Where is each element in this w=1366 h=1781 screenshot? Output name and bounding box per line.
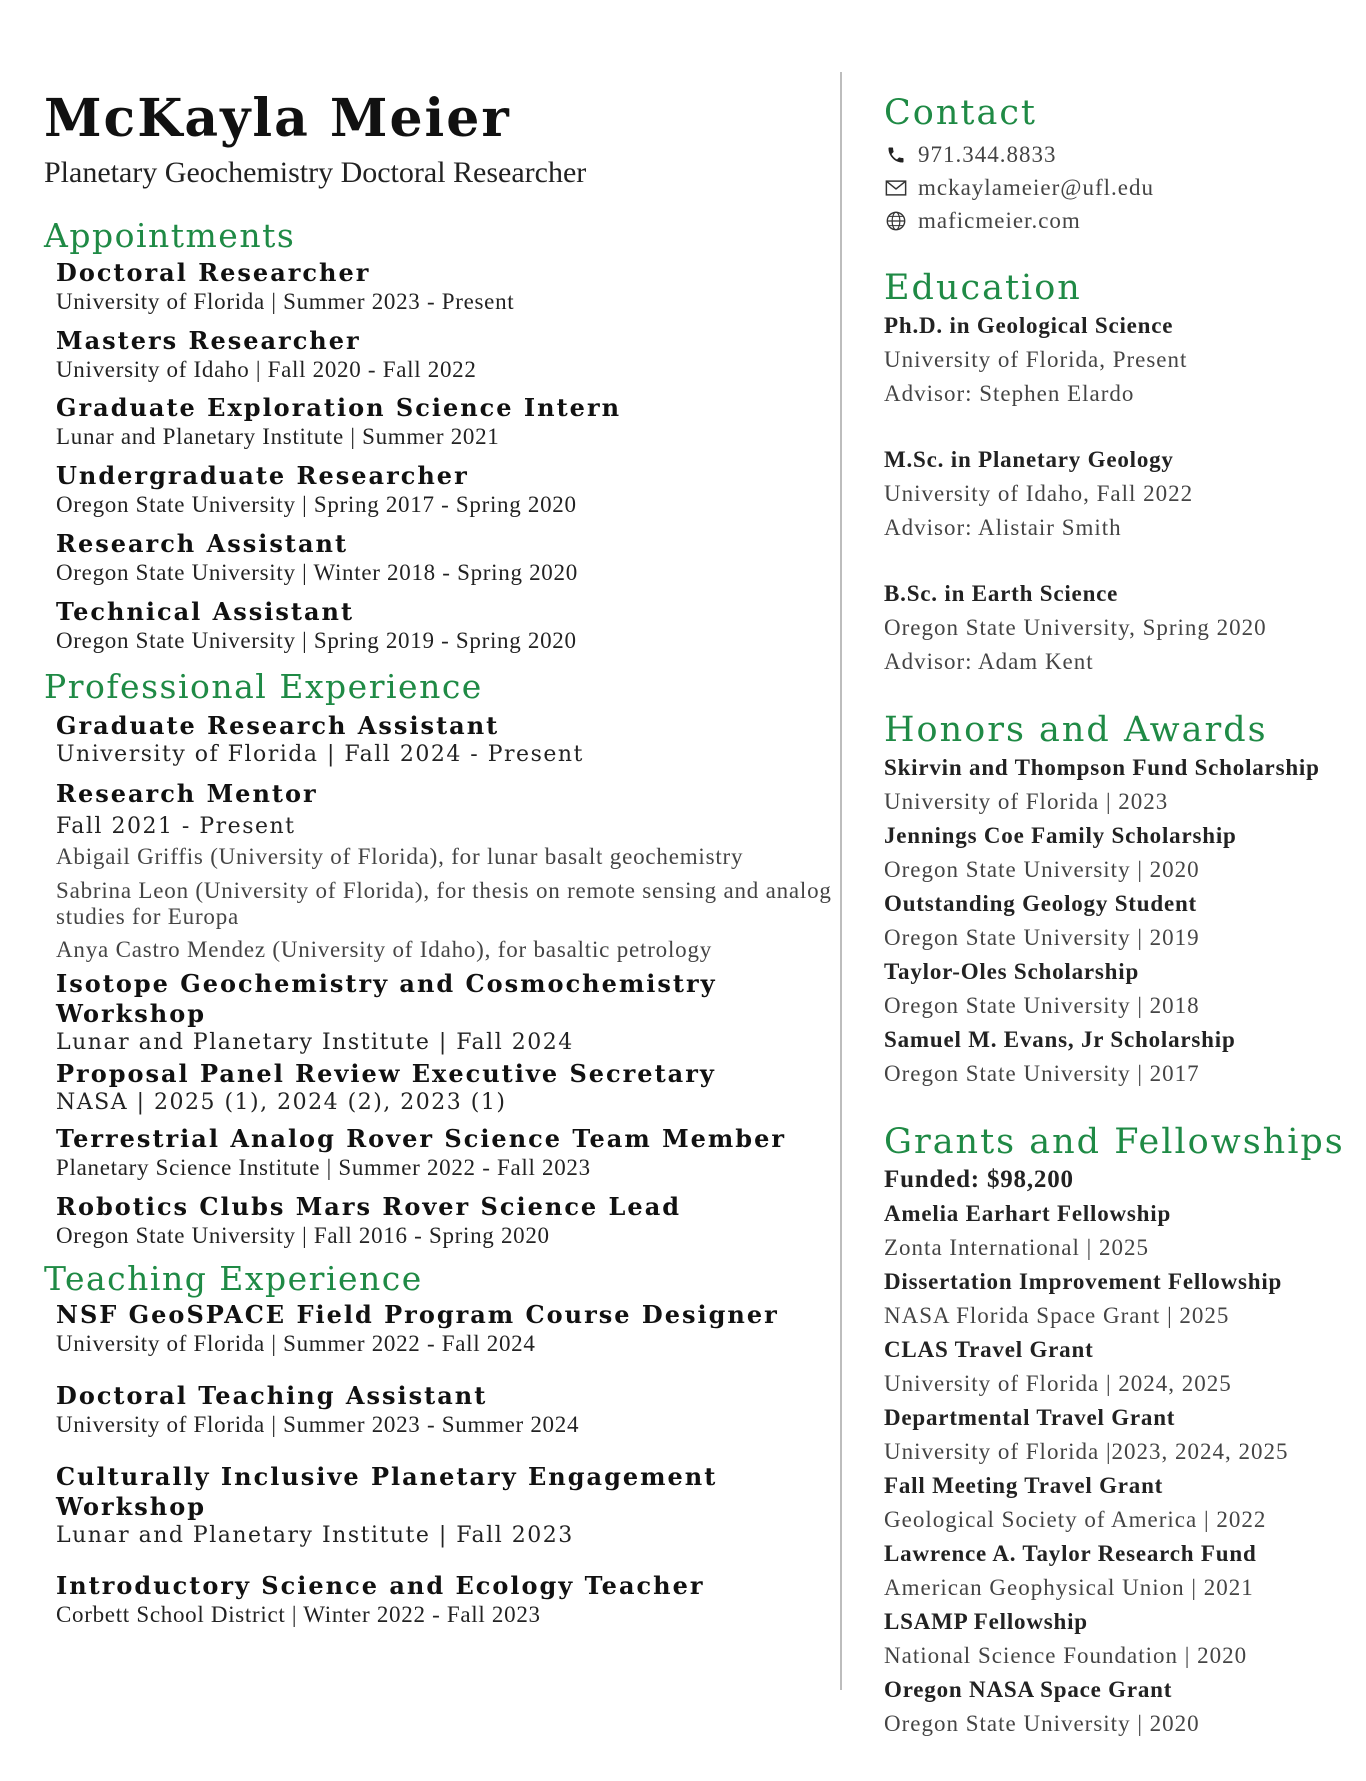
grant-detail: Geological Society of America | 2022 — [884, 1507, 1267, 1532]
mentee-item: Sabrina Leon (University of Florida), for thesis on remote sensing and analog studies for Europa — [56, 877, 832, 929]
appointment-entry — [56, 393, 834, 452]
experience-title: Terrestrial Analog Rover Science Team Member — [56, 1124, 786, 1154]
left-column — [44, 88, 834, 1630]
teaching-entry — [56, 1300, 834, 1359]
education-degree: M.Sc. in Planetary Geology — [884, 447, 1174, 472]
contact-phone — [884, 138, 1354, 171]
appointment-entry — [56, 529, 834, 588]
teaching-title: Introductory Science and Ecology Teacher — [56, 1571, 705, 1601]
appointment-detail: Oregon State University | Spring 2019 - Spring 2020 — [56, 627, 577, 653]
honor-title: Outstanding Geology Student — [884, 891, 1197, 916]
grant-title: Dissertation Improvement Fellowship — [884, 1269, 1283, 1294]
appointments-heading: Appointments — [44, 216, 296, 256]
teaching-title: NSF GeoSPACE Field Program Course Designer — [56, 1300, 779, 1330]
experience-detail: NASA | 2025 (1), 2024 (2), 2023 (1) — [56, 1089, 507, 1115]
honor-title: Taylor-Oles Scholarship — [884, 959, 1140, 984]
honor-detail: Oregon State University | 2019 — [884, 925, 1200, 950]
teaching-detail: University of Florida | Summer 2022 - Fall 2024 — [56, 1331, 536, 1357]
mail-icon — [884, 176, 908, 200]
education-entry — [884, 309, 1354, 411]
appointment-title: Undergraduate Researcher — [56, 461, 469, 491]
education-degree: B.Sc. in Earth Science — [884, 581, 1119, 606]
education-degree: Ph.D. in Geological Science — [884, 313, 1174, 338]
appointment-entry — [56, 461, 834, 520]
right-column — [884, 92, 1354, 1741]
education-advisor: Advisor: Alistair Smith — [884, 515, 1122, 540]
experience-detail: Oregon State University | Fall 2016 - Spring 2020 — [56, 1222, 550, 1248]
education-entry — [884, 577, 1354, 679]
grant-detail: National Science Foundation | 2020 — [884, 1643, 1248, 1668]
professional-experience-heading: Professional Experience — [44, 667, 483, 707]
education-advisor: Advisor: Stephen Elardo — [884, 381, 1135, 406]
appointment-detail: Oregon State University | Winter 2018 - Spring 2020 — [56, 559, 578, 585]
column-divider — [840, 72, 842, 1690]
appointment-detail: Lunar and Planetary Institute | Summer 2021 — [56, 424, 500, 450]
experience-detail: Planetary Science Institute | Summer 2022 - Fall 2023 — [56, 1155, 591, 1181]
grants-list — [884, 1163, 1354, 1741]
honor-detail: Oregon State University | 2017 — [884, 1061, 1200, 1086]
contact-list — [884, 138, 1354, 237]
appointment-title: Technical Assistant — [56, 596, 355, 626]
appointment-title: Doctoral Researcher — [56, 257, 371, 287]
teaching-title: Doctoral Teaching Assistant — [56, 1380, 488, 1410]
teaching-title: Culturally Inclusive Planetary Engagement Workshop — [56, 1461, 718, 1521]
honors-heading: Honors and Awards — [884, 710, 1268, 750]
grant-title: Oregon NASA Space Grant — [884, 1677, 1173, 1702]
honor-title: Samuel M. Evans, Jr Scholarship — [884, 1027, 1236, 1052]
grant-title: CLAS Travel Grant — [884, 1337, 1094, 1362]
teaching-detail: Lunar and Planetary Institute | Fall 2023 — [56, 1522, 574, 1548]
experience-title: Proposal Panel Review Executive Secretary — [56, 1058, 716, 1088]
appointment-entry — [56, 326, 834, 385]
education-school: University of Florida, Present — [884, 347, 1188, 372]
teaching-experience-heading: Teaching Experience — [44, 1258, 423, 1298]
experience-title: Research Mentor — [56, 778, 318, 808]
experience-entry — [56, 1192, 834, 1251]
education-school: University of Idaho, Fall 2022 — [884, 481, 1194, 506]
grant-detail: Zonta International | 2025 — [884, 1235, 1150, 1260]
phone-number[interactable]: 971.344.8833 — [918, 141, 1057, 167]
honors-list — [884, 751, 1354, 1091]
grant-detail: University of Florida | 2024, 2025 — [884, 1371, 1232, 1396]
appointment-title: Research Assistant — [56, 528, 349, 558]
contact-website — [884, 204, 1354, 237]
grant-title: LSAMP Fellowship — [884, 1609, 1088, 1634]
experience-title: Graduate Research Assistant — [56, 711, 500, 741]
grant-title: Fall Meeting Travel Grant — [884, 1473, 1164, 1498]
appointment-entry — [56, 258, 834, 317]
grant-detail: Oregon State University | 2020 — [884, 1711, 1200, 1736]
experience-entry — [56, 1124, 834, 1183]
experience-title: Robotics Clubs Mars Rover Science Lead — [56, 1191, 682, 1221]
teaching-entry — [56, 1381, 834, 1440]
appointment-detail: Oregon State University | Spring 2017 - Spring 2020 — [56, 492, 577, 518]
grant-title: Amelia Earhart Fellowship — [884, 1201, 1172, 1226]
phone-icon — [884, 143, 908, 167]
page-title: McKayla Meier — [44, 88, 511, 149]
honor-detail: Oregon State University | 2018 — [884, 993, 1200, 1018]
appointment-detail: University of Florida | Summer 2023 - Present — [56, 288, 515, 314]
contact-email — [884, 171, 1354, 204]
globe-icon — [884, 209, 908, 233]
appointment-title: Masters Researcher — [56, 325, 361, 355]
appointment-detail: University of Idaho | Fall 2020 - Fall 2022 — [56, 356, 477, 382]
education-entry — [884, 443, 1354, 545]
grants-heading: Grants and Fellowships — [884, 1122, 1345, 1162]
education-heading: Education — [884, 268, 1082, 308]
experience-entry — [56, 779, 834, 964]
teaching-detail: University of Florida | Summer 2023 - Summer 2024 — [56, 1411, 580, 1437]
experience-entry — [56, 969, 834, 1057]
experience-detail: Lunar and Planetary Institute | Fall 2024 — [56, 1030, 574, 1056]
page-subtitle: Planetary Geochemistry Doctoral Researcher — [44, 156, 587, 190]
grant-detail: American Geophysical Union | 2021 — [884, 1575, 1254, 1600]
grant-title: Lawrence A. Taylor Research Fund — [884, 1541, 1257, 1566]
appointment-entry — [56, 597, 834, 656]
experience-detail: Fall 2021 - Present — [56, 813, 296, 839]
experience-title: Isotope Geochemistry and Cosmochemistry Workshop — [56, 969, 717, 1029]
grant-title: Departmental Travel Grant — [884, 1405, 1176, 1430]
grant-detail: University of Florida |2023, 2024, 2025 — [884, 1439, 1289, 1464]
mentee-item: Anya Castro Mendez (University of Idaho), for basaltic petrology — [56, 937, 713, 963]
mentee-item: Abigail Griffis (University of Florida), for lunar basalt geochemistry — [56, 844, 744, 870]
honor-detail: University of Florida | 2023 — [884, 789, 1169, 814]
email-address[interactable]: mckaylameier@ufl.edu — [918, 174, 1154, 200]
education-advisor: Advisor: Adam Kent — [884, 649, 1094, 674]
experience-entry — [56, 711, 834, 769]
experience-entry — [56, 1059, 834, 1117]
experience-detail: University of Florida | Fall 2024 - Present — [56, 742, 584, 768]
education-school: Oregon State University, Spring 2020 — [884, 615, 1267, 640]
honor-detail: Oregon State University | 2020 — [884, 857, 1200, 882]
honor-title: Jennings Coe Family Scholarship — [884, 823, 1237, 848]
honor-title: Skirvin and Thompson Fund Scholarship — [884, 755, 1320, 780]
grants-funded-total: Funded: $98,200 — [884, 1166, 1074, 1193]
website-link[interactable]: maficmeier.com — [918, 207, 1081, 233]
teaching-entry — [56, 1462, 834, 1550]
contact-heading: Contact — [884, 93, 1037, 133]
grant-detail: NASA Florida Space Grant | 2025 — [884, 1303, 1230, 1328]
teaching-entry — [56, 1571, 834, 1630]
appointment-title: Graduate Exploration Science Intern — [56, 393, 622, 423]
teaching-detail: Corbett School District | Winter 2022 - Fall 2023 — [56, 1602, 541, 1628]
